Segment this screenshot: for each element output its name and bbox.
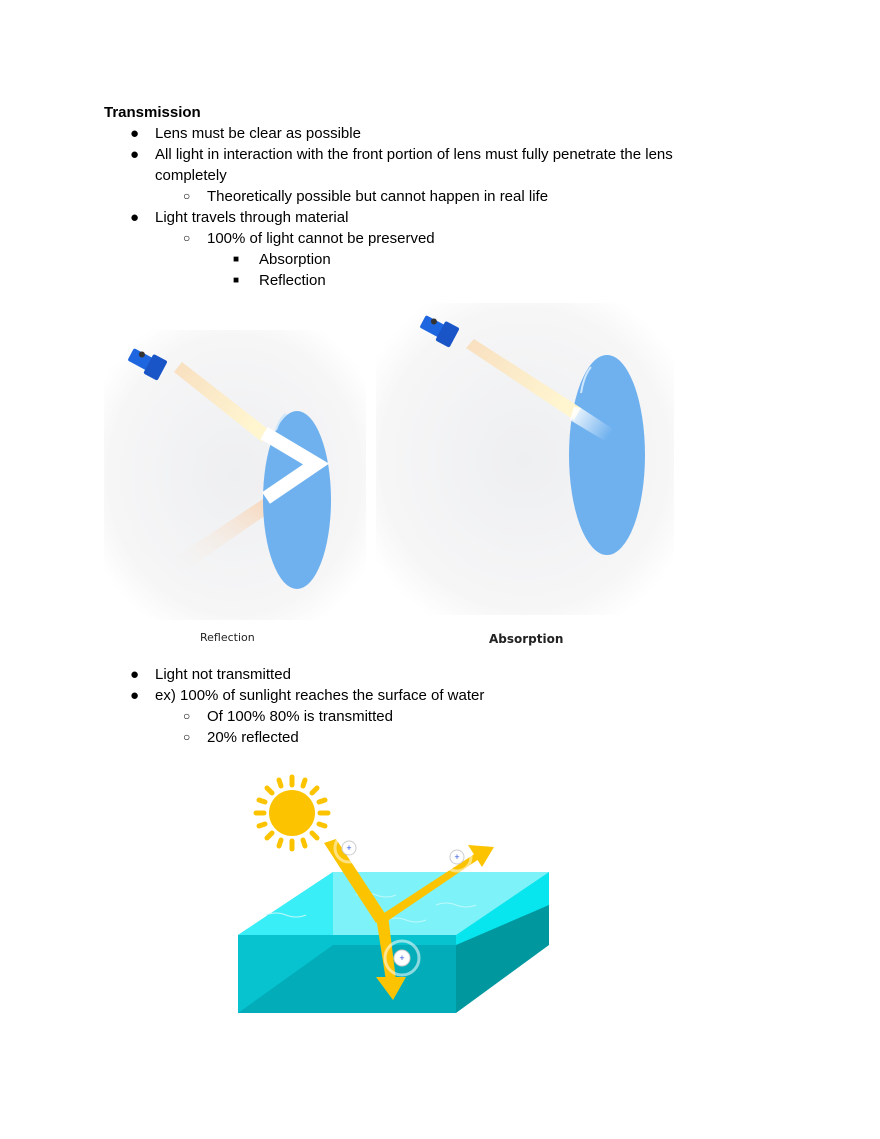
plus-icon: + bbox=[454, 852, 460, 862]
list-item: All light in interaction with the front portion of lens must fully penetrate the lens bbox=[155, 146, 673, 163]
bullet-marker: ● bbox=[130, 125, 140, 142]
bullet-marker: ● bbox=[130, 687, 140, 704]
reflection-figure bbox=[104, 330, 366, 620]
bullet-marker: ■ bbox=[233, 275, 240, 286]
plus-icon: + bbox=[399, 953, 405, 963]
lens bbox=[569, 355, 645, 555]
reflection-caption: Reflection bbox=[200, 631, 255, 644]
bullet-marker: ● bbox=[130, 666, 140, 683]
list-item: Lens must be clear as possible bbox=[155, 125, 361, 142]
bullet-marker: ○ bbox=[183, 709, 191, 723]
bullet-marker: ○ bbox=[183, 730, 191, 744]
sun-icon bbox=[256, 777, 328, 849]
plus-icon: + bbox=[346, 843, 352, 853]
water-transmission-figure bbox=[236, 755, 556, 1020]
absorption-caption: Absorption bbox=[489, 632, 564, 646]
section-heading: Transmission bbox=[104, 104, 201, 121]
list-item: Of 100% 80% is transmitted bbox=[207, 708, 393, 725]
list-item-continuation: completely bbox=[155, 167, 227, 184]
list-item: Light not transmitted bbox=[155, 666, 291, 683]
absorption-figure bbox=[376, 303, 674, 615]
list-item: Reflection bbox=[259, 272, 326, 289]
list-item: Light travels through material bbox=[155, 209, 349, 226]
list-item: ex) 100% of sunlight reaches the surface of water bbox=[155, 687, 485, 704]
bullet-marker: ● bbox=[130, 146, 140, 163]
list-item: 100% of light cannot be preserved bbox=[207, 230, 435, 247]
bullet-marker: ■ bbox=[233, 254, 240, 265]
absorption-illustration bbox=[376, 303, 674, 615]
list-item: 20% reflected bbox=[207, 729, 299, 746]
sun-water-illustration bbox=[236, 755, 556, 1020]
bullet-marker: ● bbox=[130, 209, 140, 226]
bullet-marker: ○ bbox=[183, 189, 191, 203]
list-item: Theoretically possible but cannot happen in real life bbox=[207, 188, 549, 205]
bullet-marker: ○ bbox=[183, 231, 191, 245]
reflection-illustration bbox=[104, 330, 366, 620]
list-item: Absorption bbox=[259, 251, 331, 268]
